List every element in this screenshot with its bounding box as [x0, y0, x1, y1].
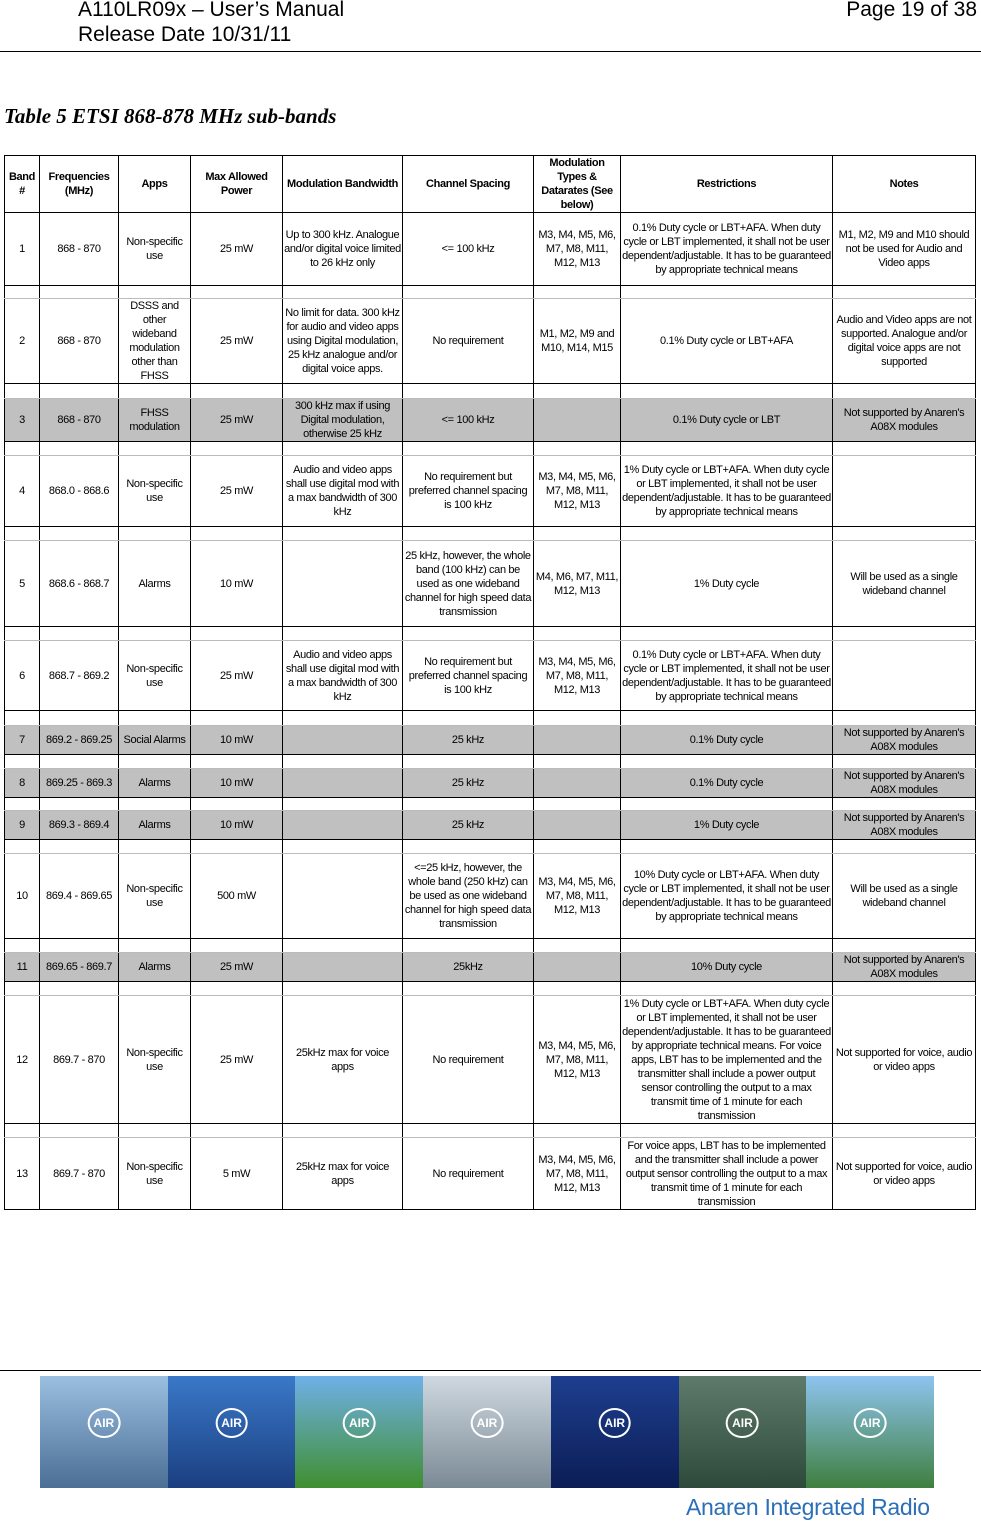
table-cell [283, 726, 403, 755]
table-cell: 500 mW [191, 854, 283, 939]
table-cell: 1% Duty cycle or LBT+AFA. When duty cycle or LBT implemented, it shall not be user dependent/adjustable. It has to be guaranteed by appropriate technical means [621, 456, 833, 527]
column-header: Max Allowed Power [191, 156, 283, 213]
table-row [5, 1138, 976, 1210]
table-cell: Not supported by Anaren's A08X modules [833, 399, 976, 442]
table-cell: Non-specific use [119, 854, 191, 939]
spacer-cell [191, 840, 283, 854]
table-cell: 10 mW [191, 769, 283, 798]
table-cell: 869.4 - 869.65 [40, 854, 119, 939]
air-logo-icon: AIR [598, 1408, 631, 1438]
table-cell [283, 953, 403, 982]
spacer-cell [40, 384, 119, 399]
column-header: Modulation Types & Datarates (See below) [534, 156, 621, 213]
footer-photo [295, 1376, 423, 1488]
table-cell: M3, M4, M5, M6, M7, M8, M11, M12, M13 [534, 996, 621, 1124]
table-cell: M3, M4, M5, M6, M7, M8, M11, M12, M13 [534, 641, 621, 711]
table-cell: No requirement [403, 1138, 534, 1210]
spacer-row [5, 627, 976, 641]
spacer-cell [40, 286, 119, 299]
footer-photo [679, 1376, 807, 1488]
table-cell: <= 100 kHz [403, 399, 534, 442]
table-cell: 25kHz max for voice apps [283, 1138, 403, 1210]
spacer-cell [534, 939, 621, 953]
spacer-cell [119, 755, 191, 769]
table-cell: FHSS modulation [119, 399, 191, 442]
table-cell: Will be used as a single wideband channel [833, 854, 976, 939]
table-cell: Non-specific use [119, 641, 191, 711]
spacer-cell [621, 939, 833, 953]
table-cell: M3, M4, M5, M6, M7, M8, M11, M12, M13 [534, 1138, 621, 1210]
spacer-cell [403, 442, 534, 456]
table-cell: 7 [5, 726, 40, 755]
spacer-cell [403, 1124, 534, 1138]
spacer-cell [40, 798, 119, 811]
table-cell: 300 kHz max if using Digital modulation, otherwise 25 kHz [283, 399, 403, 442]
table-cell: 4 [5, 456, 40, 527]
spacer-cell [534, 755, 621, 769]
spacer-cell [534, 840, 621, 854]
table-cell: 25 kHz [403, 811, 534, 840]
spacer-cell [403, 798, 534, 811]
spacer-cell [403, 755, 534, 769]
spacer-cell [833, 442, 976, 456]
table-cell: 3 [5, 399, 40, 442]
table-cell: Alarms [119, 541, 191, 627]
spacer-cell [283, 798, 403, 811]
table-cell: No requirement [403, 299, 534, 384]
spacer-cell [283, 982, 403, 996]
table-cell: Not supported for voice, audio or video apps [833, 996, 976, 1124]
spacer-cell [191, 982, 283, 996]
table-cell: M3, M4, M5, M6, M7, M8, M11, M12, M13 [534, 213, 621, 286]
table-cell: 0.1% Duty cycle or LBT+AFA [621, 299, 833, 384]
table-cell: 25 kHz, however, the whole band (100 kHz) can be used as one wideband channel for high speed data transmission [403, 541, 534, 627]
table-cell: Social Alarms [119, 726, 191, 755]
spacer-row [5, 711, 976, 726]
table-cell: For voice apps, LBT has to be implemented and the transmitter shall include a power output sensor controlling the output to a max transmit time of 1 minute for each transmission [621, 1138, 833, 1210]
spacer-row [5, 982, 976, 996]
spacer-cell [119, 442, 191, 456]
table-cell: 868 - 870 [40, 299, 119, 384]
table-cell: 25kHz max for voice apps [283, 996, 403, 1124]
spacer-cell [5, 982, 40, 996]
table-cell: 12 [5, 996, 40, 1124]
table-cell: 868.7 - 869.2 [40, 641, 119, 711]
table-cell: 869.7 - 870 [40, 1138, 119, 1210]
table-row [5, 953, 976, 982]
spacer-row [5, 755, 976, 769]
spacer-cell [5, 939, 40, 953]
spacer-cell [534, 527, 621, 541]
spacer-row [5, 798, 976, 811]
spacer-cell [5, 442, 40, 456]
spacer-row [5, 1124, 976, 1138]
spacer-cell [534, 1124, 621, 1138]
table-cell: 869.2 - 869.25 [40, 726, 119, 755]
spacer-cell [191, 711, 283, 726]
spacer-cell [283, 840, 403, 854]
spacer-cell [621, 384, 833, 399]
spacer-cell [833, 982, 976, 996]
spacer-cell [40, 527, 119, 541]
spacer-cell [534, 384, 621, 399]
table-cell: 10 [5, 854, 40, 939]
table-cell: Will be used as a single wideband channel [833, 541, 976, 627]
spacer-cell [534, 286, 621, 299]
table-cell: 8 [5, 769, 40, 798]
table-cell: 5 mW [191, 1138, 283, 1210]
spacer-cell [119, 527, 191, 541]
table-cell: M3, M4, M5, M6, M7, M8, M11, M12, M13 [534, 854, 621, 939]
table-cell: 6 [5, 641, 40, 711]
spacer-cell [621, 840, 833, 854]
spacer-cell [283, 939, 403, 953]
table-cell: Audio and Video apps are not supported. Analogue and/or digital voice apps are not supported [833, 299, 976, 384]
table-row [5, 641, 976, 711]
spacer-cell [40, 711, 119, 726]
spacer-cell [119, 627, 191, 641]
table-cell: 10% Duty cycle [621, 953, 833, 982]
spacer-cell [833, 527, 976, 541]
table-cell [534, 726, 621, 755]
table-cell: 0.1% Duty cycle [621, 726, 833, 755]
sub-bands-table [4, 155, 976, 1210]
table-row [5, 213, 976, 286]
table-cell: 2 [5, 299, 40, 384]
table-cell [833, 456, 976, 527]
table-cell: No requirement [403, 996, 534, 1124]
spacer-cell [283, 755, 403, 769]
table-cell: 25 kHz [403, 726, 534, 755]
spacer-cell [40, 840, 119, 854]
table-cell: Alarms [119, 769, 191, 798]
table-cell: Not supported for voice, audio or video apps [833, 1138, 976, 1210]
table-cell: Alarms [119, 811, 191, 840]
spacer-cell [621, 286, 833, 299]
spacer-cell [403, 939, 534, 953]
spacer-cell [191, 527, 283, 541]
spacer-cell [833, 1124, 976, 1138]
table-row [5, 811, 976, 840]
table-row [5, 541, 976, 627]
table-cell: 25 kHz [403, 769, 534, 798]
spacer-cell [5, 1124, 40, 1138]
spacer-cell [403, 384, 534, 399]
table-cell: 869.65 - 869.7 [40, 953, 119, 982]
table-cell: Not supported by Anaren's A08X modules [833, 769, 976, 798]
table-cell: Non-specific use [119, 456, 191, 527]
table-caption: Table 5 ETSI 868-878 MHz sub-bands [4, 104, 337, 128]
table-cell: 25 mW [191, 456, 283, 527]
table-cell: Not supported by Anaren's A08X modules [833, 726, 976, 755]
table-cell: DSSS and other wideband modulation other than FHSS [119, 299, 191, 384]
spacer-cell [119, 286, 191, 299]
table-cell: 0.1% Duty cycle or LBT+AFA. When duty cycle or LBT implemented, it shall not be user dependent/adjustable. It has to be guaranteed by appropriate technical means [621, 641, 833, 711]
spacer-cell [40, 1124, 119, 1138]
table-cell: 0.1% Duty cycle or LBT [621, 399, 833, 442]
air-logo-icon: AIR [215, 1408, 248, 1438]
table-cell: 13 [5, 1138, 40, 1210]
spacer-cell [5, 755, 40, 769]
spacer-cell [403, 286, 534, 299]
table-cell [534, 953, 621, 982]
air-logo-icon: AIR [343, 1408, 376, 1438]
spacer-cell [621, 627, 833, 641]
table-cell: 869.3 - 869.4 [40, 811, 119, 840]
spacer-cell [833, 627, 976, 641]
brand-logo-text: Anaren Integrated Radio [686, 1494, 930, 1520]
spacer-cell [40, 982, 119, 996]
column-header: Modulation Bandwidth [283, 156, 403, 213]
column-header: Band # [5, 156, 40, 213]
table-cell: Not supported by Anaren's A08X modules [833, 953, 976, 982]
spacer-cell [534, 442, 621, 456]
spacer-cell [833, 798, 976, 811]
table-row [5, 299, 976, 384]
spacer-cell [5, 384, 40, 399]
air-logo-icon: AIR [726, 1408, 759, 1438]
release-date: Release Date 10/31/11 [78, 23, 292, 46]
table-cell: M1, M2, M9 and M10 should not be used for Audio and Video apps [833, 213, 976, 286]
table-cell: 11 [5, 953, 40, 982]
table-cell: 0.1% Duty cycle [621, 769, 833, 798]
table-cell: M4, M6, M7, M11, M12, M13 [534, 541, 621, 627]
spacer-cell [403, 627, 534, 641]
column-header: Notes [833, 156, 976, 213]
table-cell: <=25 kHz, however, the whole band (250 kHz) can be used as one wideband channel for high speed data transmission [403, 854, 534, 939]
spacer-cell [283, 711, 403, 726]
footer-photo-strip [40, 1376, 934, 1488]
spacer-cell [621, 798, 833, 811]
spacer-cell [534, 711, 621, 726]
table-cell: 5 [5, 541, 40, 627]
footer-photo [423, 1376, 551, 1488]
spacer-cell [833, 384, 976, 399]
spacer-cell [534, 982, 621, 996]
table-cell: 10 mW [191, 726, 283, 755]
document-title: A110LR09x – User’s Manual [78, 0, 345, 21]
table-cell: Not supported by Anaren's A08X modules [833, 811, 976, 840]
table-cell [283, 854, 403, 939]
document-header [78, 0, 344, 47]
spacer-row [5, 840, 976, 854]
table-cell: 0.1% Duty cycle or LBT+AFA. When duty cycle or LBT implemented, it shall not be user dependent/adjustable. It has to be guaranteed by appropriate technical means [621, 213, 833, 286]
table-cell: 10% Duty cycle or LBT+AFA. When duty cycle or LBT implemented, it shall not be user dependent/adjustable. It has to be guaranteed by appropriate technical means [621, 854, 833, 939]
table-cell: Alarms [119, 953, 191, 982]
table-cell: Non-specific use [119, 213, 191, 286]
spacer-cell [833, 755, 976, 769]
air-logo-icon: AIR [88, 1408, 121, 1438]
footer-photo [168, 1376, 296, 1488]
table-row [5, 399, 976, 442]
table-cell: 25 mW [191, 213, 283, 286]
spacer-cell [191, 1124, 283, 1138]
spacer-cell [5, 286, 40, 299]
table-cell: 869.25 - 869.3 [40, 769, 119, 798]
spacer-cell [119, 798, 191, 811]
spacer-row [5, 442, 976, 456]
header-divider [0, 51, 981, 52]
spacer-cell [119, 711, 191, 726]
footer-photo [806, 1376, 934, 1488]
table-cell: Audio and video apps shall use digital mod with a max bandwidth of 300 kHz [283, 456, 403, 527]
spacer-cell [40, 442, 119, 456]
table-cell: Audio and video apps shall use digital mod with a max bandwidth of 300 kHz [283, 641, 403, 711]
spacer-cell [119, 982, 191, 996]
spacer-row [5, 527, 976, 541]
table-row [5, 769, 976, 798]
spacer-cell [283, 527, 403, 541]
column-header: Frequencies (MHz) [40, 156, 119, 213]
spacer-cell [833, 711, 976, 726]
spacer-cell [191, 286, 283, 299]
spacer-row [5, 286, 976, 299]
spacer-cell [621, 982, 833, 996]
spacer-cell [534, 798, 621, 811]
table-row [5, 854, 976, 939]
spacer-row [5, 384, 976, 399]
spacer-cell [403, 840, 534, 854]
spacer-cell [119, 384, 191, 399]
spacer-cell [621, 527, 833, 541]
table-cell [534, 769, 621, 798]
spacer-cell [833, 939, 976, 953]
spacer-cell [283, 442, 403, 456]
spacer-cell [534, 627, 621, 641]
table-cell: 25 mW [191, 641, 283, 711]
spacer-cell [119, 1124, 191, 1138]
table-cell: 1% Duty cycle [621, 811, 833, 840]
table-cell: 868.0 - 868.6 [40, 456, 119, 527]
spacer-cell [833, 840, 976, 854]
spacer-cell [40, 755, 119, 769]
table-cell: Non-specific use [119, 996, 191, 1124]
table-row [5, 996, 976, 1124]
table-cell: 10 mW [191, 541, 283, 627]
spacer-cell [283, 1124, 403, 1138]
footer-photo [551, 1376, 679, 1488]
table-cell: 10 mW [191, 811, 283, 840]
spacer-cell [191, 798, 283, 811]
spacer-cell [119, 840, 191, 854]
spacer-cell [621, 711, 833, 726]
table-cell: M3, M4, M5, M6, M7, M8, M11, M12, M13 [534, 456, 621, 527]
table-cell: 1% Duty cycle or LBT+AFA. When duty cycle or LBT implemented, it shall not be user dependent/adjustable. It has to be guaranteed by appropriate technical means. For voice apps, LBT has to be implemented and the transmitter shall include a power output sensor controlling the output to a max transmit time of 1 minute for each transmission [622, 997, 831, 1122]
table-cell [534, 811, 621, 840]
air-logo-icon: AIR [471, 1408, 504, 1438]
footer-photo [40, 1376, 168, 1488]
table-cell: 1% Duty cycle [621, 541, 833, 627]
table-cell: M1, M2, M9 and M10, M14, M15 [534, 299, 621, 384]
table-cell: 25kHz [403, 953, 534, 982]
table-cell: No requirement but preferred channel spacing is 100 kHz [403, 641, 534, 711]
table-cell [283, 811, 403, 840]
footer-divider [0, 1370, 981, 1371]
spacer-cell [119, 939, 191, 953]
spacer-cell [5, 527, 40, 541]
spacer-cell [621, 755, 833, 769]
spacer-cell [40, 627, 119, 641]
spacer-cell [403, 527, 534, 541]
table-cell: 1 [5, 213, 40, 286]
spacer-cell [5, 627, 40, 641]
spacer-cell [403, 982, 534, 996]
table-cell [283, 769, 403, 798]
table-cell: 868 - 870 [40, 399, 119, 442]
spacer-cell [191, 939, 283, 953]
spacer-cell [403, 711, 534, 726]
table-header-row [5, 156, 976, 213]
spacer-cell [621, 1124, 833, 1138]
spacer-cell [5, 840, 40, 854]
spacer-cell [283, 384, 403, 399]
table-cell: Up to 300 kHz. Analogue and/or digital voice limited to 26 kHz only [283, 213, 403, 286]
page-number: Page 19 of 38 [846, 0, 977, 21]
table-cell: No requirement but preferred channel spacing is 100 kHz [403, 456, 534, 527]
table-cell: 868 - 870 [40, 213, 119, 286]
spacer-cell [191, 384, 283, 399]
table-cell [283, 541, 403, 627]
table-cell: 25 mW [191, 399, 283, 442]
table-cell: 25 mW [191, 299, 283, 384]
spacer-cell [621, 442, 833, 456]
spacer-cell [283, 627, 403, 641]
column-header: Restrictions [621, 156, 833, 213]
air-logo-icon: AIR [854, 1408, 887, 1438]
table-cell: 25 mW [191, 953, 283, 982]
spacer-cell [283, 286, 403, 299]
table-cell: 9 [5, 811, 40, 840]
table-row [5, 726, 976, 755]
table-cell: 869.7 - 870 [40, 996, 119, 1124]
spacer-row [5, 939, 976, 953]
spacer-cell [191, 755, 283, 769]
spacer-cell [5, 711, 40, 726]
table-cell: 25 mW [191, 996, 283, 1124]
spacer-cell [191, 627, 283, 641]
table-cell: <= 100 kHz [403, 213, 534, 286]
column-header: Apps [119, 156, 191, 213]
spacer-cell [5, 798, 40, 811]
spacer-cell [833, 286, 976, 299]
table-cell [833, 641, 976, 711]
table-row [5, 456, 976, 527]
spacer-cell [191, 442, 283, 456]
table-cell: Non-specific use [119, 1138, 191, 1210]
table-cell: No limit for data. 300 kHz for audio and video apps using Digital modulation, 25 kHz analogue and/or digital voice apps. [283, 299, 403, 384]
column-header: Channel Spacing [403, 156, 534, 213]
table-cell [534, 399, 621, 442]
table-cell: 868.6 - 868.7 [40, 541, 119, 627]
spacer-cell [40, 939, 119, 953]
